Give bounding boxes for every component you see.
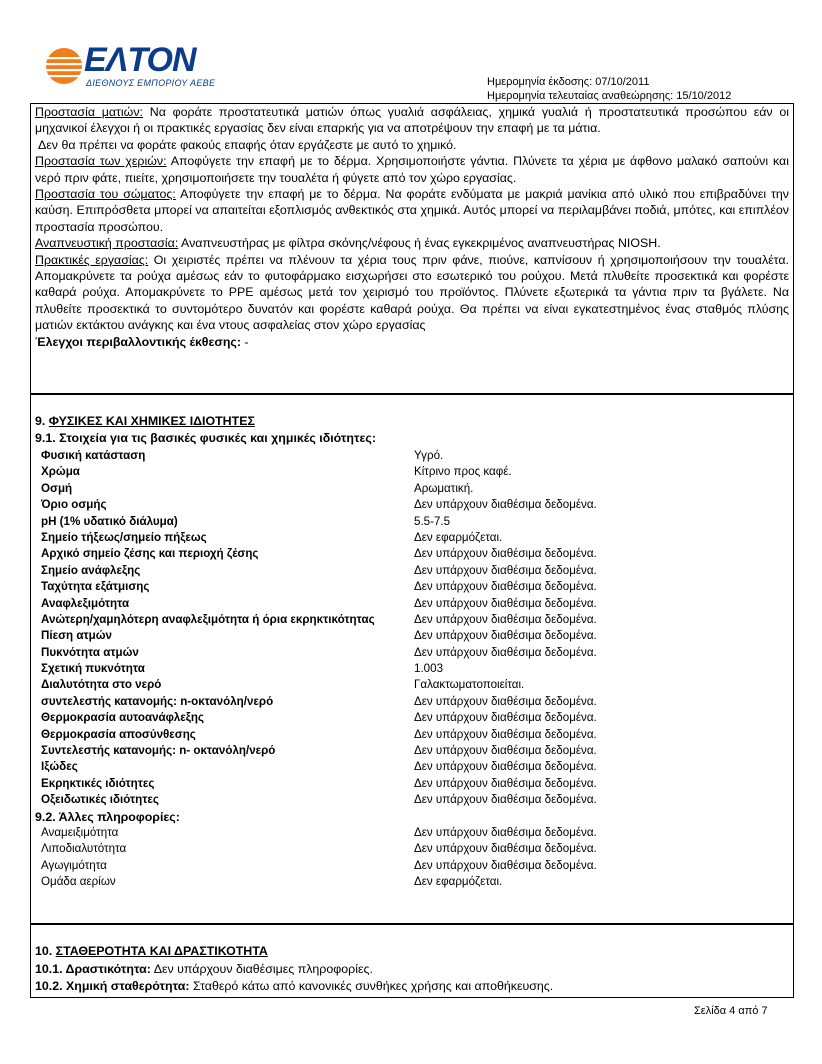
property-value: Δεν υπάρχουν διαθέσιμα δεδομένα. xyxy=(414,547,597,561)
property-row xyxy=(41,628,781,644)
property-row xyxy=(41,694,781,710)
property-row xyxy=(41,497,781,513)
property-name: Σημείο τήξεως/σημείο πήξεως xyxy=(41,530,207,544)
property-value: Δεν υπάρχουν διαθέσιμα δεδομένα. xyxy=(414,760,597,774)
property-value: Δεν εφαρμόζεται. xyxy=(414,875,503,889)
property-value: Αρωματική. xyxy=(414,481,474,495)
property-name: Θερμοκρασία αυτοανάφλεξης xyxy=(41,711,205,725)
property-row xyxy=(41,792,781,808)
property-name: Ανώτερη/χαμηλότερη αναφλεξιμότητα ή όρια εκρηκτικότητας xyxy=(41,612,375,626)
contact-lens-note: Δεν θα πρέπει να φοράτε φακούς επαφής όταν εργάζεστε με αυτό το χημικό. xyxy=(38,137,457,152)
property-value: Δεν υπάρχουν διαθέσιμα δεδομένα. xyxy=(414,776,597,790)
sun-logo-icon xyxy=(44,46,84,86)
property-row xyxy=(41,481,781,497)
property-name: Πυκνότητα ατμών xyxy=(41,645,139,659)
property-row xyxy=(41,464,781,480)
work-practices xyxy=(35,252,789,334)
property-value: Δεν υπάρχουν διαθέσιμα δεδομένα. xyxy=(414,744,597,758)
company-logo xyxy=(44,40,244,100)
reactivity-text: Δεν υπάρχουν διαθέσιμες πληροφορίες. xyxy=(150,962,373,976)
property-name: Θερμοκρασία αποσύνθεσης xyxy=(41,727,196,741)
property-name: Συντελεστής κατανομής: n- οκτανόλη/νερό xyxy=(41,744,276,758)
property-row xyxy=(41,530,781,546)
property-name: pH (1% υδατικό διάλυμα) xyxy=(41,514,178,528)
property-row xyxy=(41,743,781,759)
property-name: συντελεστής κατανομής: n-οκτανόλη/νερό xyxy=(41,694,274,708)
property-value: Δεν υπάρχουν διαθέσιμα δεδομένα. xyxy=(414,498,597,512)
section-9-title xyxy=(35,413,255,429)
body-protection-text: Αποφύγετε την επαφή με το δέρμα. Να φοράτε ενδύματα με μακριά μανίκια από υλικό που επιβραδύνει την καύση. Επιπρόσθετα μπορεί να απαιτείται εξοπλισμός ανθεκτικός στα χημικά. Αυτός μπορεί να περιλαμβάνει ποδιά, μπότες, και επιπλέον προστασία προσώπου. xyxy=(35,187,789,234)
property-row xyxy=(41,661,781,677)
section-9-heading: ΦΥΣΙΚΕΣ ΚΑΙ ΧΗΜΙΚΕΣ ΙΔΙΟΤΗΤΕΣ xyxy=(48,414,255,428)
property-row xyxy=(41,776,781,792)
property-name: Χρώμα xyxy=(41,465,80,479)
property-value: Δεν υπάρχουν διαθέσιμα δεδομένα. xyxy=(414,694,597,708)
property-row xyxy=(41,858,781,874)
reactivity xyxy=(35,961,789,977)
body-protection xyxy=(35,186,789,235)
section-10-box xyxy=(30,924,794,998)
property-value: Δεν υπάρχουν διαθέσιμα δεδομένα. xyxy=(414,645,597,659)
property-row xyxy=(41,612,781,628)
property-value: Δεν υπάρχουν διαθέσιμα δεδομένα. xyxy=(414,842,597,856)
logo-subtitle: ΔΙΕΘΝΟΥΣ ΕΜΠΟΡΙΟΥ ΑΕΒΕ xyxy=(86,78,216,88)
property-row xyxy=(41,710,781,726)
property-value: Κίτρινο προς καφέ. xyxy=(414,465,512,479)
property-name: Αναμειξιμότητα xyxy=(41,825,119,839)
section-10-number: 10. xyxy=(35,944,56,958)
page-number: Σελίδα 4 από 7 xyxy=(694,1005,768,1017)
respiratory-protection-label: Αναπνευστική προστασία: xyxy=(35,236,179,251)
property-value: Γαλακτωματοποιείται. xyxy=(414,678,525,692)
property-value: Δεν υπάρχουν διαθέσιμα δεδομένα. xyxy=(414,596,597,610)
property-row xyxy=(41,759,781,775)
property-row xyxy=(41,727,781,743)
work-practices-text: Οι χειριστές πρέπει να πλένουν τα χέρια τους πριν φάνε, πιούνε, καπνίσουν ή χρησιμοποιήσουν την τουαλέτα. Απομακρύνετε τα ρούχα αμέσως εάν το φυτοφάρμακο εισχωρήσει στο εσωτερικό του ρούχου. Μετά πλυθείτε προσεκτικά και φορέστε καθαρά ρούχα. Απομακρύνετε το PPE αμέσως μετά τον χειρισμό του προϊόντος. Πλύνετε εξωτερικά τα γάντια πριν τα βγάλετε. Να πλυθείτε προσεκτικά το συντομότερο δυνατόν και φορέστε καθαρά ρούχα. Θα πρέπει να είναι εγκατεστημένος ένας σταθμός πλύσης ματιών εκτάκτου ανάγκης και ένα ντους ασφαλείας στον χώρο εργασίας xyxy=(35,252,789,333)
body-protection-label: Προστασία του σώματος: xyxy=(35,187,176,202)
property-value: 5.5-7.5 xyxy=(414,514,451,528)
property-name: Πίεση ατμών xyxy=(41,629,112,643)
property-name: Οξειδωτικές ιδιότητες xyxy=(41,793,159,807)
property-value: Δεν υπάρχουν διαθέσιμα δεδομένα. xyxy=(414,711,597,725)
property-value: Δεν υπάρχουν διαθέσιμα δεδομένα. xyxy=(414,580,597,594)
property-value: Δεν υπάρχουν διαθέσιμα δεδομένα. xyxy=(414,612,597,626)
property-row xyxy=(41,563,781,579)
reactivity-label: 10.1. Δραστικότητα: xyxy=(35,962,151,976)
section-8-text xyxy=(35,104,789,350)
respiratory-protection-text: Αναπνευστήρας με φίλτρα σκόνης/νέφους ή ένας εγκεκριμένος αναπνευστήρας NIOSH. xyxy=(178,236,661,251)
property-name: Εκρηκτικές ιδιότητες xyxy=(41,776,155,790)
issue-date: Ημερομηνία έκδοσης: 07/10/2011 xyxy=(487,76,650,88)
property-name: Οσμή xyxy=(41,481,73,495)
respiratory-protection xyxy=(35,235,789,251)
property-row xyxy=(41,546,781,562)
property-value: Δεν υπάρχουν διαθέσιμα δεδομένα. xyxy=(414,825,597,839)
chemical-stability xyxy=(35,978,789,994)
eye-protection-label: Προστασία ματιών: xyxy=(35,105,143,119)
property-row xyxy=(41,841,781,857)
environmental-controls-label: Έλεγχοι περιβαλλοντικής έκθεσης: xyxy=(35,334,241,349)
property-row xyxy=(41,448,781,464)
property-name: Αγωγιμότητα xyxy=(41,858,107,872)
eye-protection xyxy=(35,104,789,137)
section-9-2-title: 9.2. Άλλες πληροφορίες: xyxy=(35,809,180,824)
chemical-stability-text: Σταθερό κάτω από κανονικές συνθήκες χρήσης και αποθήκευσης. xyxy=(189,979,554,993)
property-name: Διαλυτότητα στο νερό xyxy=(41,678,162,692)
section-8-box xyxy=(30,103,794,394)
section-9-number: 9. xyxy=(35,414,49,428)
property-name: Σημείο ανάφλεξης xyxy=(41,563,141,577)
section-9-1-title: 9.1. Στοιχεία για τις βασικές φυσικές και χημικές ιδιότητες: xyxy=(35,431,376,445)
property-name: Ταχύτητα εξάτμισης xyxy=(41,580,150,594)
property-row xyxy=(41,645,781,661)
property-value: Δεν υπάρχουν διαθέσιμα δεδομένα. xyxy=(414,727,597,741)
revision-date: Ημερομηνία τελευταίας αναθεώρησης: 15/10/2012 xyxy=(487,90,732,102)
property-name: Φυσική κατάσταση xyxy=(41,449,146,462)
section-10-title xyxy=(35,943,268,959)
property-row xyxy=(41,825,781,841)
property-name: Αναφλεξιμότητα xyxy=(41,596,130,610)
property-value: Δεν υπάρχουν διαθέσιμα δεδομένα. xyxy=(414,793,597,807)
property-name: Ομάδα αερίων xyxy=(41,875,116,889)
property-row xyxy=(41,514,781,530)
property-name: Ιξώδες xyxy=(41,760,78,774)
properties-table xyxy=(35,448,781,891)
property-row xyxy=(41,874,781,890)
property-value: Δεν εφαρμόζεται. xyxy=(414,530,503,544)
section-10-heading: ΣΤΑΘΕΡΟΤΗΤΑ ΚΑΙ ΔΡΑΣΤΙΚΟΤΗΤΑ xyxy=(55,944,268,958)
property-value: Δεν υπάρχουν διαθέσιμα δεδομένα. xyxy=(414,563,597,577)
property-value: Δεν υπάρχουν διαθέσιμα δεδομένα. xyxy=(414,629,597,643)
property-name: Λιποδιαλυτότητα xyxy=(41,842,127,856)
hand-protection-label: Προστασία των χεριών: xyxy=(35,154,167,169)
hand-protection xyxy=(35,153,789,186)
chemical-stability-label: 10.2. Χημική σταθερότητα: xyxy=(35,979,190,993)
property-value: Υγρό. xyxy=(414,449,444,462)
property-value: Δεν υπάρχουν διαθέσιμα δεδομένα. xyxy=(414,858,597,872)
eye-protection-text: Να φοράτε προστατευτικά ματιών όπως γυαλιά ασφάλειας, χημικά γυαλιά ή προστατευτικά προσώπου εάν οι μηχανικοί έλεγχοι ή οι πρακτικές εργασίας δεν είναι επαρκής για να αποτρέψουν την επαφή με τα μάτια. xyxy=(35,105,790,136)
property-name: Σχετική πυκνότητα xyxy=(41,662,145,676)
property-name: Αρχικό σημείο ζέσης και περιοχή ζέσης xyxy=(41,547,259,561)
environmental-controls-text: - xyxy=(240,334,249,349)
logo-text: EΛTON xyxy=(84,41,196,79)
property-row xyxy=(41,579,781,595)
property-value: 1.003 xyxy=(414,662,444,676)
section-9-box xyxy=(30,394,794,924)
property-row xyxy=(41,596,781,612)
property-row xyxy=(41,677,781,693)
hand-protection-text: Αποφύγετε την επαφή με το δέρμα. Χρησιμοποιήστε γάντια. Πλύνετε τα χέρια με άφθονο μαλακό σαπούνι και νερό πριν φάτε, πιείτε, χρησιμοποιήσετε την τουαλέτα ή φύγετε από τον χώρο εργασίας. xyxy=(35,154,789,185)
property-name: Όριο οσμής xyxy=(41,498,107,512)
document-dates xyxy=(487,75,731,103)
work-practices-label: Πρακτικές εργασίας: xyxy=(35,252,149,267)
environmental-controls xyxy=(35,334,789,350)
